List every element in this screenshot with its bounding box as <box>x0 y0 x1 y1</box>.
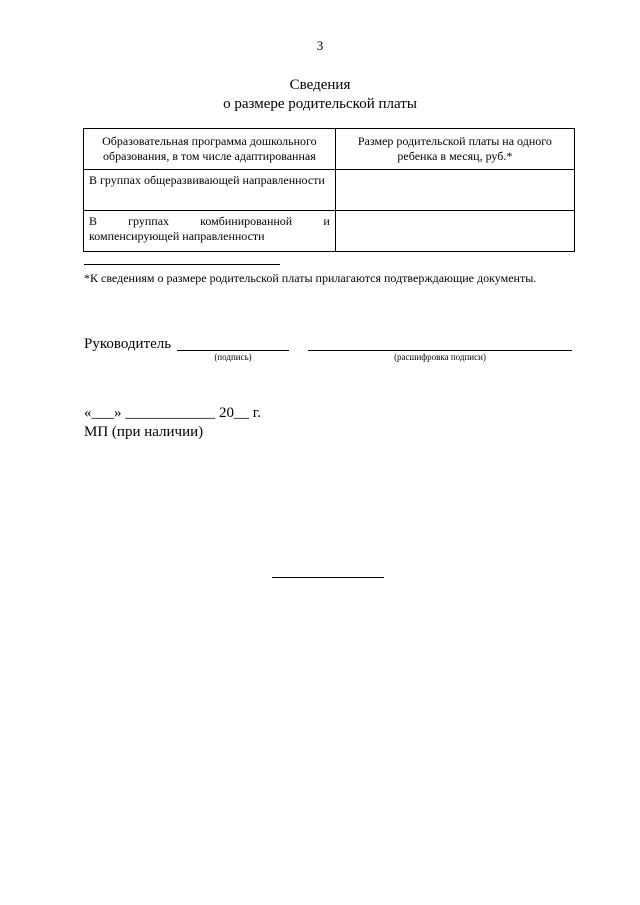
table-row <box>84 170 575 211</box>
footnote-divider <box>84 264 280 265</box>
table-cell-fee[interactable] <box>335 211 574 252</box>
signature-decoding-field[interactable] <box>308 350 572 351</box>
title-line-2: о размере родительской платы <box>223 96 417 112</box>
signature-field[interactable] <box>177 350 289 351</box>
date-field[interactable]: «___» ____________ 20__ г. <box>84 405 261 421</box>
footnote: *К сведениям о размере родительской платы прилагаются подтверждающие документы. <box>84 271 537 285</box>
signature-label: Руководитель <box>84 336 172 352</box>
table-header-fee: Размер родительской платы на одного ребенка в месяц, руб.* <box>335 129 574 170</box>
end-divider <box>272 577 384 578</box>
signature-decoding-caption: (расшифровка подписи) <box>394 352 486 362</box>
signature-caption: (подпись) <box>214 352 252 362</box>
signature-block <box>84 336 574 366</box>
table-cell-fee[interactable] <box>335 170 574 211</box>
table-cell-program: В группах комбинированной и компенсирующей направленности <box>84 211 336 252</box>
title-line-1: Сведения <box>289 77 351 93</box>
document-title <box>0 76 640 114</box>
table-header-row <box>84 129 575 170</box>
table-cell-program: В группах общеразвивающей направленности <box>84 170 336 211</box>
page-number: 3 <box>316 38 324 53</box>
table-row <box>84 211 575 252</box>
stamp-label: МП (при наличии) <box>84 424 204 440</box>
fee-table <box>83 128 575 252</box>
table-header-program: Образовательная программа дошкольного образования, в том числе адаптированная <box>84 129 336 170</box>
